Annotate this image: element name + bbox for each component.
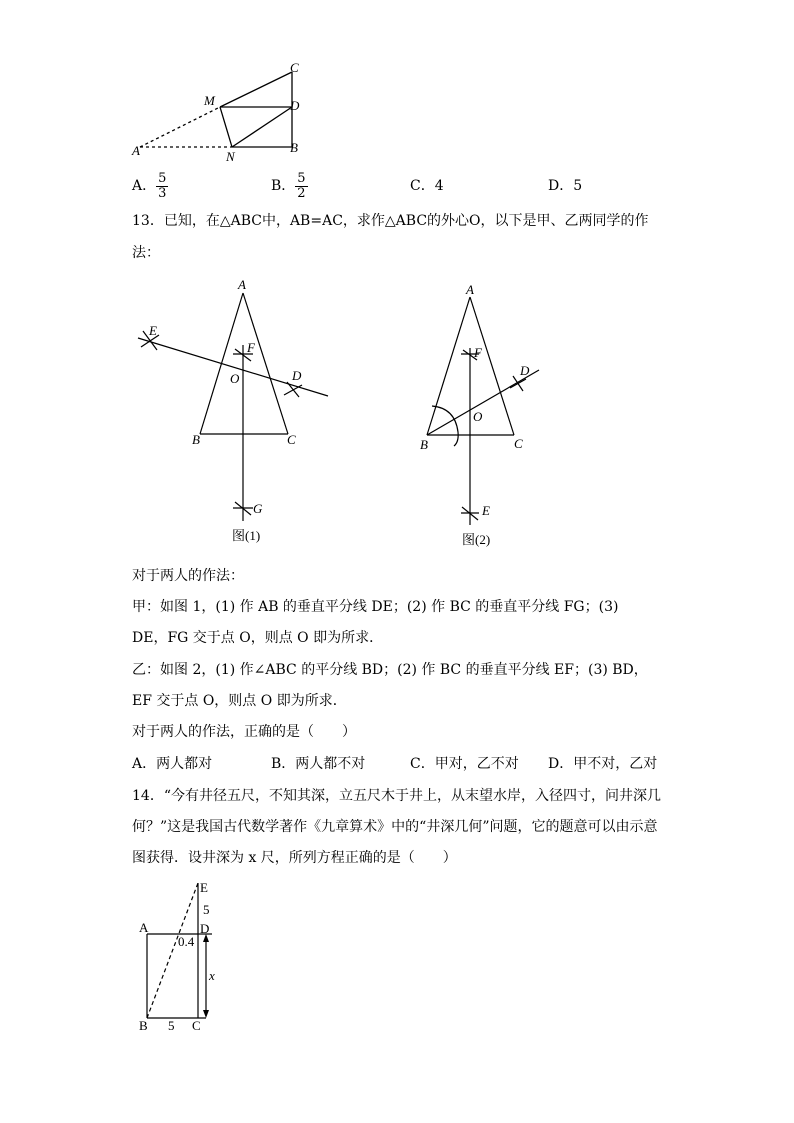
q13-intro: 对于两人的作法： <box>132 568 244 584</box>
label-zero-point-four: 0.4 <box>178 934 195 949</box>
q12-option-c: C．4 <box>410 178 444 194</box>
q13-option-a: A．两人都对 <box>132 756 213 772</box>
label-A: A <box>132 143 140 158</box>
denominator: 2 <box>297 185 306 201</box>
figure-q13-1 <box>130 275 340 550</box>
q13-jia-line1: 甲：如图 1，(1) 作 AB 的垂直平分线 DE；(2) 作 BC 的垂直平分线 FG；(3) <box>132 599 619 615</box>
label-x: x <box>209 968 215 983</box>
figure-q13-2 <box>410 280 560 552</box>
label-G: G <box>253 501 263 516</box>
label-E: E <box>149 323 157 338</box>
q13-yi-line1: 乙：如图 2，(1) 作∠ABC 的平分线 BD；(2) 作 BC 的垂直平分线 EF；(3) BD， <box>132 662 648 678</box>
q12-option-a <box>132 168 168 204</box>
label-B: B <box>420 437 428 452</box>
label-B: B <box>139 1018 148 1033</box>
q13-option-b: B．两人都不对 <box>271 756 366 772</box>
fraction <box>295 172 307 201</box>
figure-q14 <box>130 875 250 1040</box>
q13-option-d: D．甲不对，乙对 <box>548 756 658 772</box>
label-B: B <box>290 140 298 155</box>
label-E: E <box>482 503 490 518</box>
label-A: A <box>238 277 246 292</box>
q13-question: 对于两人的作法，正确的是（ ） <box>132 724 356 740</box>
q13-stem-line2: 法： <box>132 245 160 261</box>
q12-option-b <box>271 168 308 204</box>
label-A: A <box>139 920 149 935</box>
label-A: A <box>466 282 474 297</box>
q13-stem-line1: 13．已知，在△ABC中，AB=AC，求作△ABC的外心O，以下是甲、乙两同学的作 <box>132 213 649 229</box>
label-N: N <box>226 149 235 164</box>
q13-jia-line2: DE，FG 交于点 O，则点 O 即为所求． <box>132 630 384 646</box>
label-B: B <box>192 432 200 447</box>
label-five-vertical: 5 <box>203 902 210 917</box>
numerator: 5 <box>158 170 167 186</box>
q14-stem-line2: 何？”这是我国古代数学著作《九章算术》中的“井深几何”问题，它的题意可以由示意 <box>132 819 658 835</box>
denominator: 3 <box>158 185 167 201</box>
label-five-horizontal: 5 <box>168 1018 175 1033</box>
label-C: C <box>287 432 296 447</box>
label-E: E <box>200 880 208 895</box>
q13-yi-line2: EF 交于点 O，则点 O 即为所求． <box>132 693 347 709</box>
label-F: F <box>474 345 482 360</box>
label-D: D <box>290 98 300 113</box>
label-D: D <box>520 363 530 378</box>
figure-q12 <box>120 55 320 170</box>
figure-caption: 图(1) <box>232 528 261 543</box>
fraction <box>156 172 168 201</box>
label-C: C <box>192 1018 201 1033</box>
numerator: 5 <box>297 170 306 186</box>
label-C: C <box>514 436 523 451</box>
q14-stem-line1: 14．“今有井径五尺，不知其深，立五尺木于井上，从末望水岸，入径四寸，问井深几 <box>132 788 661 804</box>
label-M: M <box>204 93 215 108</box>
q13-option-c: C．甲对，乙不对 <box>410 756 519 772</box>
figure-caption: 图(2) <box>462 532 491 547</box>
label-F: F <box>247 340 255 355</box>
q12-option-d: D．5 <box>548 178 583 194</box>
option-prefix: B． <box>271 178 296 194</box>
label-D: D <box>292 368 302 383</box>
label-C: C <box>290 60 299 75</box>
option-prefix: A． <box>132 178 157 194</box>
q14-stem-line3: 图获得．设井深为 x 尺，所列方程正确的是（ ） <box>132 850 457 866</box>
label-D: D <box>200 921 210 936</box>
label-O: O <box>473 409 483 424</box>
label-O: O <box>230 371 240 386</box>
